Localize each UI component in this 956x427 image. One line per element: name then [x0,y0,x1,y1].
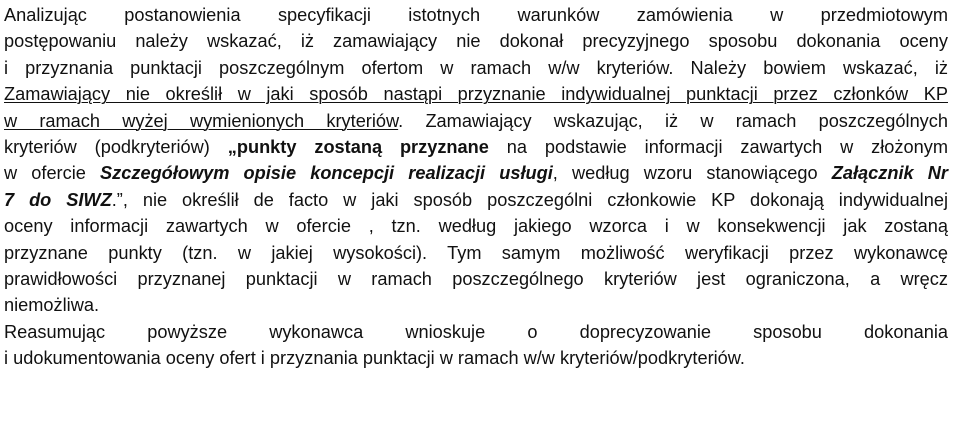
paragraph-1 [4,2,948,319]
underlined-text: w ramach wyżej wymienionych kryteriów [4,110,399,131]
paragraph-2 [4,319,948,372]
text-line: i przyznania punktacji poszczególnym ofertom w ramach w/w kryteriów. Należy bowiem wskazać, iż [4,57,948,78]
text-line: niemożliwa. [4,295,100,316]
bold-italic-text: 7 do SIWZ [4,189,112,210]
text-segment: w ofercie [4,163,101,184]
underlined-text-line: Zamawiający nie określił w jaki sposób nastąpi przyznanie indywidualnej punktacji przez członków KP [4,84,948,105]
text-segment: na podstawie informacji zawartych w złożonym [488,136,948,157]
text-line: przyznane punkty (tzn. w jakiej wysokości). Tym samym możliwość weryfikacji przez wykonawcę [4,242,948,263]
text-segment: , według wzoru stanowiącego [552,163,832,184]
bold-italic-text: Załącznik Nr [831,163,948,184]
text-segment: . Zamawiający wskazując, iż w ramach poszczególnych [398,110,948,131]
text-segment: .”, nie określił de facto w jaki sposób poszczególni członkowie KP dokonają indywidualnej [111,189,948,210]
bold-text: „punkty zostaną przyznane [227,136,489,157]
text-line: Reasumując powyższe wykonawca wnioskuje o doprecyzowanie sposobu dokonania [4,321,948,342]
text-line [4,108,948,134]
text-line: prawidłowości przyznanej punktacji w ramach poszczególnego kryteriów jest ograniczona, a wręcz [4,268,948,289]
text-line: postępowaniu należy wskazać, iż zamawiający nie dokonał precyzyjnego sposobu dokonania oceny [4,31,948,52]
text-line [4,134,948,160]
text-line: i udokumentowania oceny ofert i przyznania punktacji w ramach w/w kryteriów/podkryteriów. [4,348,745,369]
text-line [4,187,948,213]
bold-italic-text: Szczegółowym opisie koncepcji realizacji usługi [100,163,553,184]
text-segment: kryteriów (podkryteriów) [4,136,228,157]
text-line: oceny informacji zawartych w ofercie , tzn. według jakiego wzorca i w konsekwencji jak zostaną [4,216,948,237]
text-line [4,160,948,186]
text-line: Analizując postanowienia specyfikacji istotnych warunków zamówienia w przedmiotowym [4,5,948,25]
document-body [4,0,948,371]
